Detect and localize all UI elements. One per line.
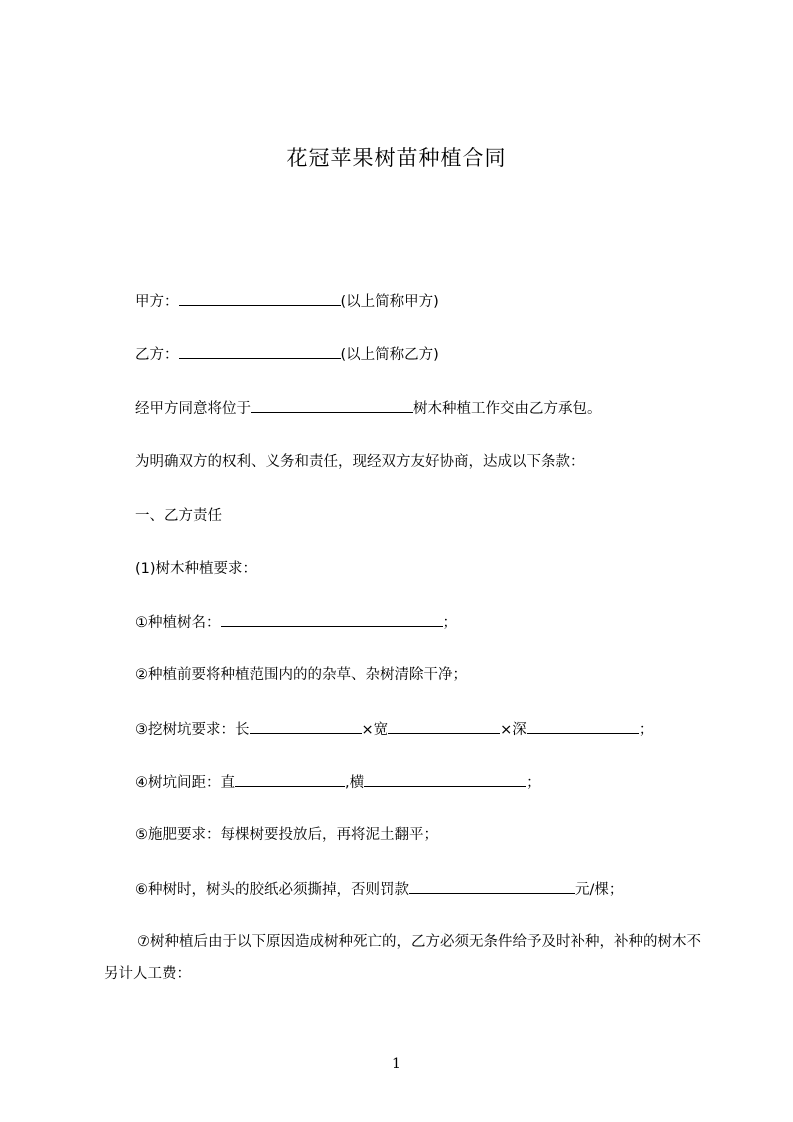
tape-fine-prefix: ⑥种树时，树头的胶纸必须撕掉，否则罚款 <box>135 882 409 898</box>
pit-size-prefix: ③挖树坑要求：长 <box>135 722 250 738</box>
page-number: 1 <box>392 1056 401 1072</box>
subsection-heading: (1)树木种植要求： <box>135 561 258 577</box>
spacing-horizontal-blank <box>364 772 526 787</box>
page-title: 花冠苹果树苗种植合同 <box>286 146 507 170</box>
fine-amount-blank <box>409 879 575 894</box>
pit-spacing-suffix: ； <box>526 775 541 791</box>
section-heading: 一、乙方责任 <box>135 508 222 524</box>
item-pit-spacing <box>135 772 541 793</box>
tree-name-blank <box>221 612 443 627</box>
party-a-blank <box>179 291 341 306</box>
pit-length-blank <box>250 719 362 734</box>
item-tree-name <box>135 612 457 633</box>
tree-name-suffix: ； <box>442 615 457 631</box>
pit-width-label: ×宽 <box>361 722 389 738</box>
pit-size-suffix: ； <box>638 722 654 738</box>
item-clear-weeds: ②种植前要将种植范围内的的杂草、杂树清除干净； <box>135 667 467 683</box>
location-blank <box>251 398 413 413</box>
party-b-line <box>135 344 439 365</box>
party-a-suffix: (以上简称甲方) <box>340 294 439 310</box>
item-fertilizer: ⑤施肥要求：每棵树要投放后，再将泥土翻平； <box>135 827 438 843</box>
tree-name-prefix: ①种植树名： <box>135 615 221 631</box>
party-b-suffix: (以上简称乙方) <box>340 347 439 363</box>
spacing-horizontal-label: ,横 <box>345 775 365 791</box>
location-line <box>135 398 602 419</box>
pit-spacing-prefix: ④树坑间距：直 <box>135 775 235 791</box>
party-b-blank <box>179 344 341 359</box>
intro-line: 为明确双方的权利、义务和责任，现经双方友好协商，达成以下条款： <box>135 454 585 470</box>
tape-fine-suffix: 元/棵； <box>575 882 624 898</box>
pit-width-blank <box>388 719 500 734</box>
party-b-label: 乙方： <box>135 347 179 363</box>
pit-depth-blank <box>527 719 639 734</box>
location-prefix: 经甲方同意将位于 <box>135 401 251 417</box>
item-replant-clause: ⑦树种植后由于以下原因造成树种死亡的，乙方必须无条件给予及时补种，补种的树木不另计人工费： <box>104 934 701 982</box>
party-a-label: 甲方： <box>135 294 179 310</box>
item-tape-fine <box>135 879 623 900</box>
location-suffix: 树木种植工作交由乙方承包。 <box>413 401 602 417</box>
pit-depth-label: ×深 <box>500 722 527 738</box>
party-a-line <box>135 291 439 312</box>
spacing-vertical-blank <box>235 772 345 787</box>
item-pit-size <box>135 719 653 740</box>
